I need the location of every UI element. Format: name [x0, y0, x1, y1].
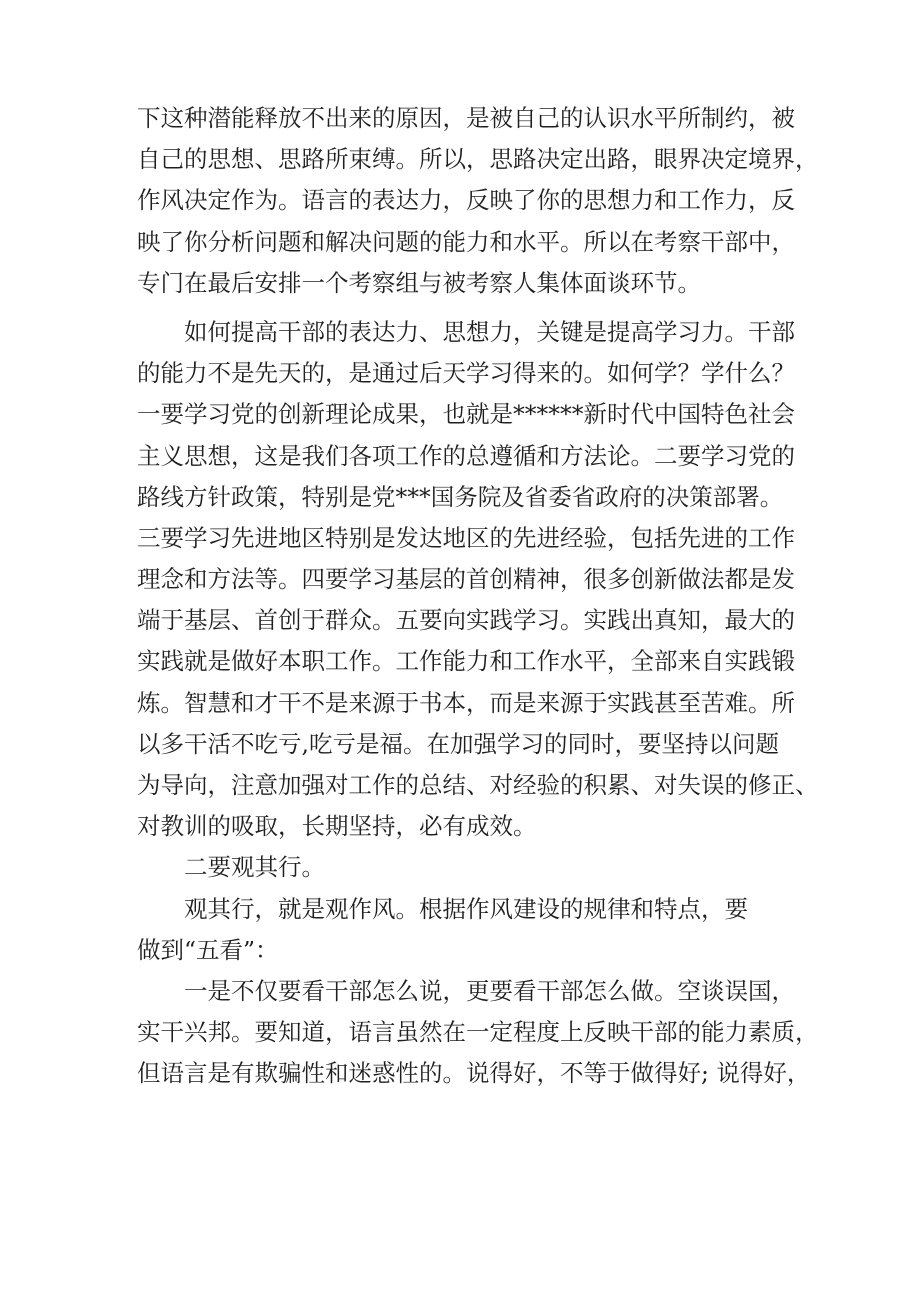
- text-line: 主义思想，这是我们各项工作的总遵循和方法论。二要学习党的: [137, 441, 795, 470]
- paragraph-3-heading: [137, 847, 797, 888]
- text-line: 但语言是有欺骗性和迷惑性的。说得好，不等于做得好; 说得好，: [137, 1059, 811, 1088]
- text-line: 一要学习党的创新理论成果，也就是******新时代中国特色社会: [137, 400, 795, 429]
- text-line: 对教训的吸取，长期坚持，必有成效。: [137, 812, 537, 841]
- paragraph-5: [137, 971, 819, 1095]
- text-line: 下这种潜能释放不出来的原因，是被自己的认识水平所制约，被: [137, 104, 795, 132]
- text-line: 实践就是做好本职工作。工作能力和工作水平，全部来自实践锻: [137, 647, 795, 676]
- text-line: 路线方针政策，特别是党***国务院及省委省政府的决策部署。: [137, 482, 784, 511]
- text-line: 端于基层、首创于群众。五要向实践学习。实践出真知，最大的: [137, 606, 795, 635]
- text-line: 作风决定作为。语言的表达力，反映了你的思想力和工作力，反: [137, 186, 795, 215]
- paragraph-2: [137, 312, 819, 847]
- document-body: [137, 98, 819, 1095]
- text-line: 专门在最后安排一个考察组与被考察人集体面谈环节。: [137, 268, 701, 297]
- text-line: 做到“五看”：: [137, 935, 279, 964]
- section-heading: 二要观其行。: [184, 853, 325, 882]
- text-line: 观其行，就是观作风。根据作风建设的规律和特点，要: [184, 894, 748, 923]
- text-line: 理念和方法等。四要学习基层的首创精神，很多创新做法都是发: [137, 565, 795, 594]
- paragraph-4: [137, 889, 797, 971]
- text-line: 以多干活不吃亏,吃亏是福。在加强学习的同时，要坚持以问题: [137, 729, 779, 758]
- text-line: 实干兴邦。要知道，语言虽然在一定程度上反映干部的能力素质，: [137, 1018, 819, 1047]
- text-line: 自己的思想、思路所束缚。所以，思路决定出路，眼界决定境界，: [137, 145, 819, 174]
- text-line: 映了你分析问题和解决问题的能力和水平。所以在考察干部中，: [137, 227, 795, 256]
- paragraph-1: [137, 98, 819, 304]
- text-line: 如何提高干部的表达力、思想力，关键是提高学习力。干部: [184, 317, 795, 346]
- text-line: 为导向，注意加强对工作的总结、对经验的积累、对失误的修正、: [137, 771, 819, 799]
- text-line: 一是不仅要看干部怎么说，更要看干部怎么做。空谈误国，: [184, 976, 795, 1005]
- text-line: 的能力不是先天的，是通过后天学习得来的。如何学？学什么？: [137, 359, 795, 388]
- text-line: 炼。智慧和才干不是来源于书本，而是来源于实践甚至苦难。所: [137, 688, 795, 717]
- text-line: 三要学习先进地区特别是发达地区的先进经验，包括先进的工作: [137, 523, 795, 552]
